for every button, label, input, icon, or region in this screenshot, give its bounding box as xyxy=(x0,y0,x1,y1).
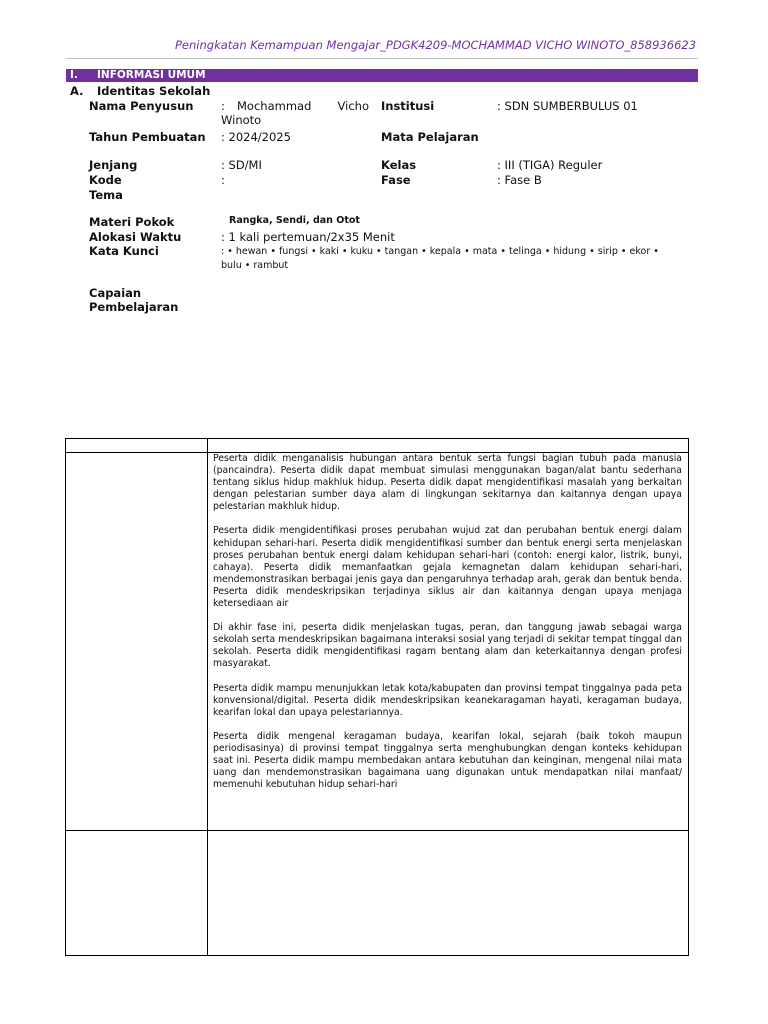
capaian-text-cell xyxy=(213,453,682,791)
alokasi-label: Alokasi Waktu xyxy=(89,230,182,244)
header-rule xyxy=(66,58,698,59)
institusi-label: Institusi xyxy=(381,99,435,113)
tahun-value: : 2024/2025 xyxy=(221,130,291,144)
capaian-paragraph: Peserta didik menganalisis hubungan antara bentuk serta fungsi bagian tubuh pada manusia (pancaindra). Peserta didik dapat membuat simulasi menggunakan bagan/alat bantu sederhana tentang siklus hidup makhluk hidup. Peserta didik dapat mengidentifikasi masalah yang berkaitan dengan pelestarian sumber daya alam di lingkungan sekitarnya dan kaitannya dengan upaya pelestarian makhluk hidup. xyxy=(213,453,682,513)
table-column-divider xyxy=(207,439,208,955)
alokasi-value: : 1 kali pertemuan/2x35 Menit xyxy=(221,230,395,244)
materi-value: Rangka, Sendi, dan Otot xyxy=(229,215,360,226)
tahun-label: Tahun Pembuatan xyxy=(89,130,206,144)
materi-label: Materi Pokok xyxy=(89,215,175,229)
kelas-label: Kelas xyxy=(381,158,417,172)
jenjang-label: Jenjang xyxy=(89,158,138,172)
kode-label: Kode xyxy=(89,173,122,187)
institusi-value: : SDN SUMBERBULUS 01 xyxy=(497,99,638,113)
capaian-paragraph: Di akhir fase ini, peserta didik menjelaskan tugas, peran, dan tanggung jawab sebagai warga sekolah serta mendeskripsikan bagaimana interaksi sosial yang terjadi di sekitar tempat tinggal dan sekolah. Peserta didik mengidentifikasi ragam bentang alam dan keterkaitannya dengan profesi masyarakat. xyxy=(213,622,682,670)
subsection-letter: A. xyxy=(70,84,84,98)
subsection-title: Identitas Sekolah xyxy=(97,84,211,98)
jenjang-value: : SD/MI xyxy=(221,158,262,172)
mapel-label: Mata Pelajaran xyxy=(381,130,479,144)
capaian-paragraph: Peserta didik mengenal keragaman budaya, kearifan lokal, sejarah (baik tokoh maupun periodisasinya) di provinsi tempat tinggalnya serta menghubungkan dengan konteks kehidupan saat ini. Peserta didik mampu membedakan antara kebutuhan dan keinginan, mengenal nilai mata uang dan mendemonstrasikan bagaimana uang digunakan untuk mendapatkan nilai manfaat/ memenuhi kebutuhan hidup sehari-hari xyxy=(213,730,682,791)
running-header: Peningkatan Kemampuan Mengajar_PDGK4209-MOCHAMMAD VICHO WINOTO_858936623 xyxy=(175,38,697,52)
table-row-divider xyxy=(66,830,688,831)
section-number: I. xyxy=(70,69,78,81)
nama-penyusun-label: Nama Penyusun xyxy=(89,99,194,113)
nama-penyusun-value: Mochammad Vicho Winoto xyxy=(221,99,369,127)
kode-value: : xyxy=(221,173,225,187)
capaian-label-line2: Pembelajaran xyxy=(89,300,179,314)
section-title: INFORMASI UMUM xyxy=(97,69,206,81)
kelas-value: : III (TIGA) Reguler xyxy=(497,158,603,172)
kata-kunci-label: Kata Kunci xyxy=(89,244,159,258)
fase-value: : Fase B xyxy=(497,173,542,187)
tema-label: Tema xyxy=(89,188,123,202)
fase-label: Fase xyxy=(381,173,411,187)
kata-kunci-value: : • hewan • fungsi • kaki • kuku • tangan • kepala • mata • telinga • hidung • sirip • ekor • bulu • rambut xyxy=(221,246,659,271)
capaian-paragraph: Peserta didik mampu menunjukkan letak kota/kabupaten dan provinsi tempat tinggalnya pada peta konvensional/digital. Peserta didik mendeskripsikan keanekaragaman hayati, keragaman budaya, kearifan lokal dan upaya pelestariannya. xyxy=(213,682,682,718)
section-banner xyxy=(66,69,698,82)
capaian-paragraph: Peserta didik mengidentifikasi proses perubahan wujud zat dan perubahan bentuk energi dalam kehidupan sehari-hari. Peserta didik mengidentifikasi sumber dan bentuk energi serta menjelaskan proses perubahan bentuk energi dalam kehidupan sehari-hari (contoh: energi kalor, listrik, bunyi, cahaya). Peserta didik memanfaatkan gejala kemagnetan dalam kehidupan sehari-hari, mendemonstrasikan berbagai jenis gaya dan pengaruhnya terhadap arah, gerak dan bentuk benda. Peserta didik mendeskripsikan terjadinya siklus air dan kaitannya dengan upaya menjaga ketersediaan air xyxy=(213,525,682,610)
capaian-label-line1: Capaian xyxy=(89,286,142,300)
nama-penyusun-colon: : xyxy=(221,99,225,113)
